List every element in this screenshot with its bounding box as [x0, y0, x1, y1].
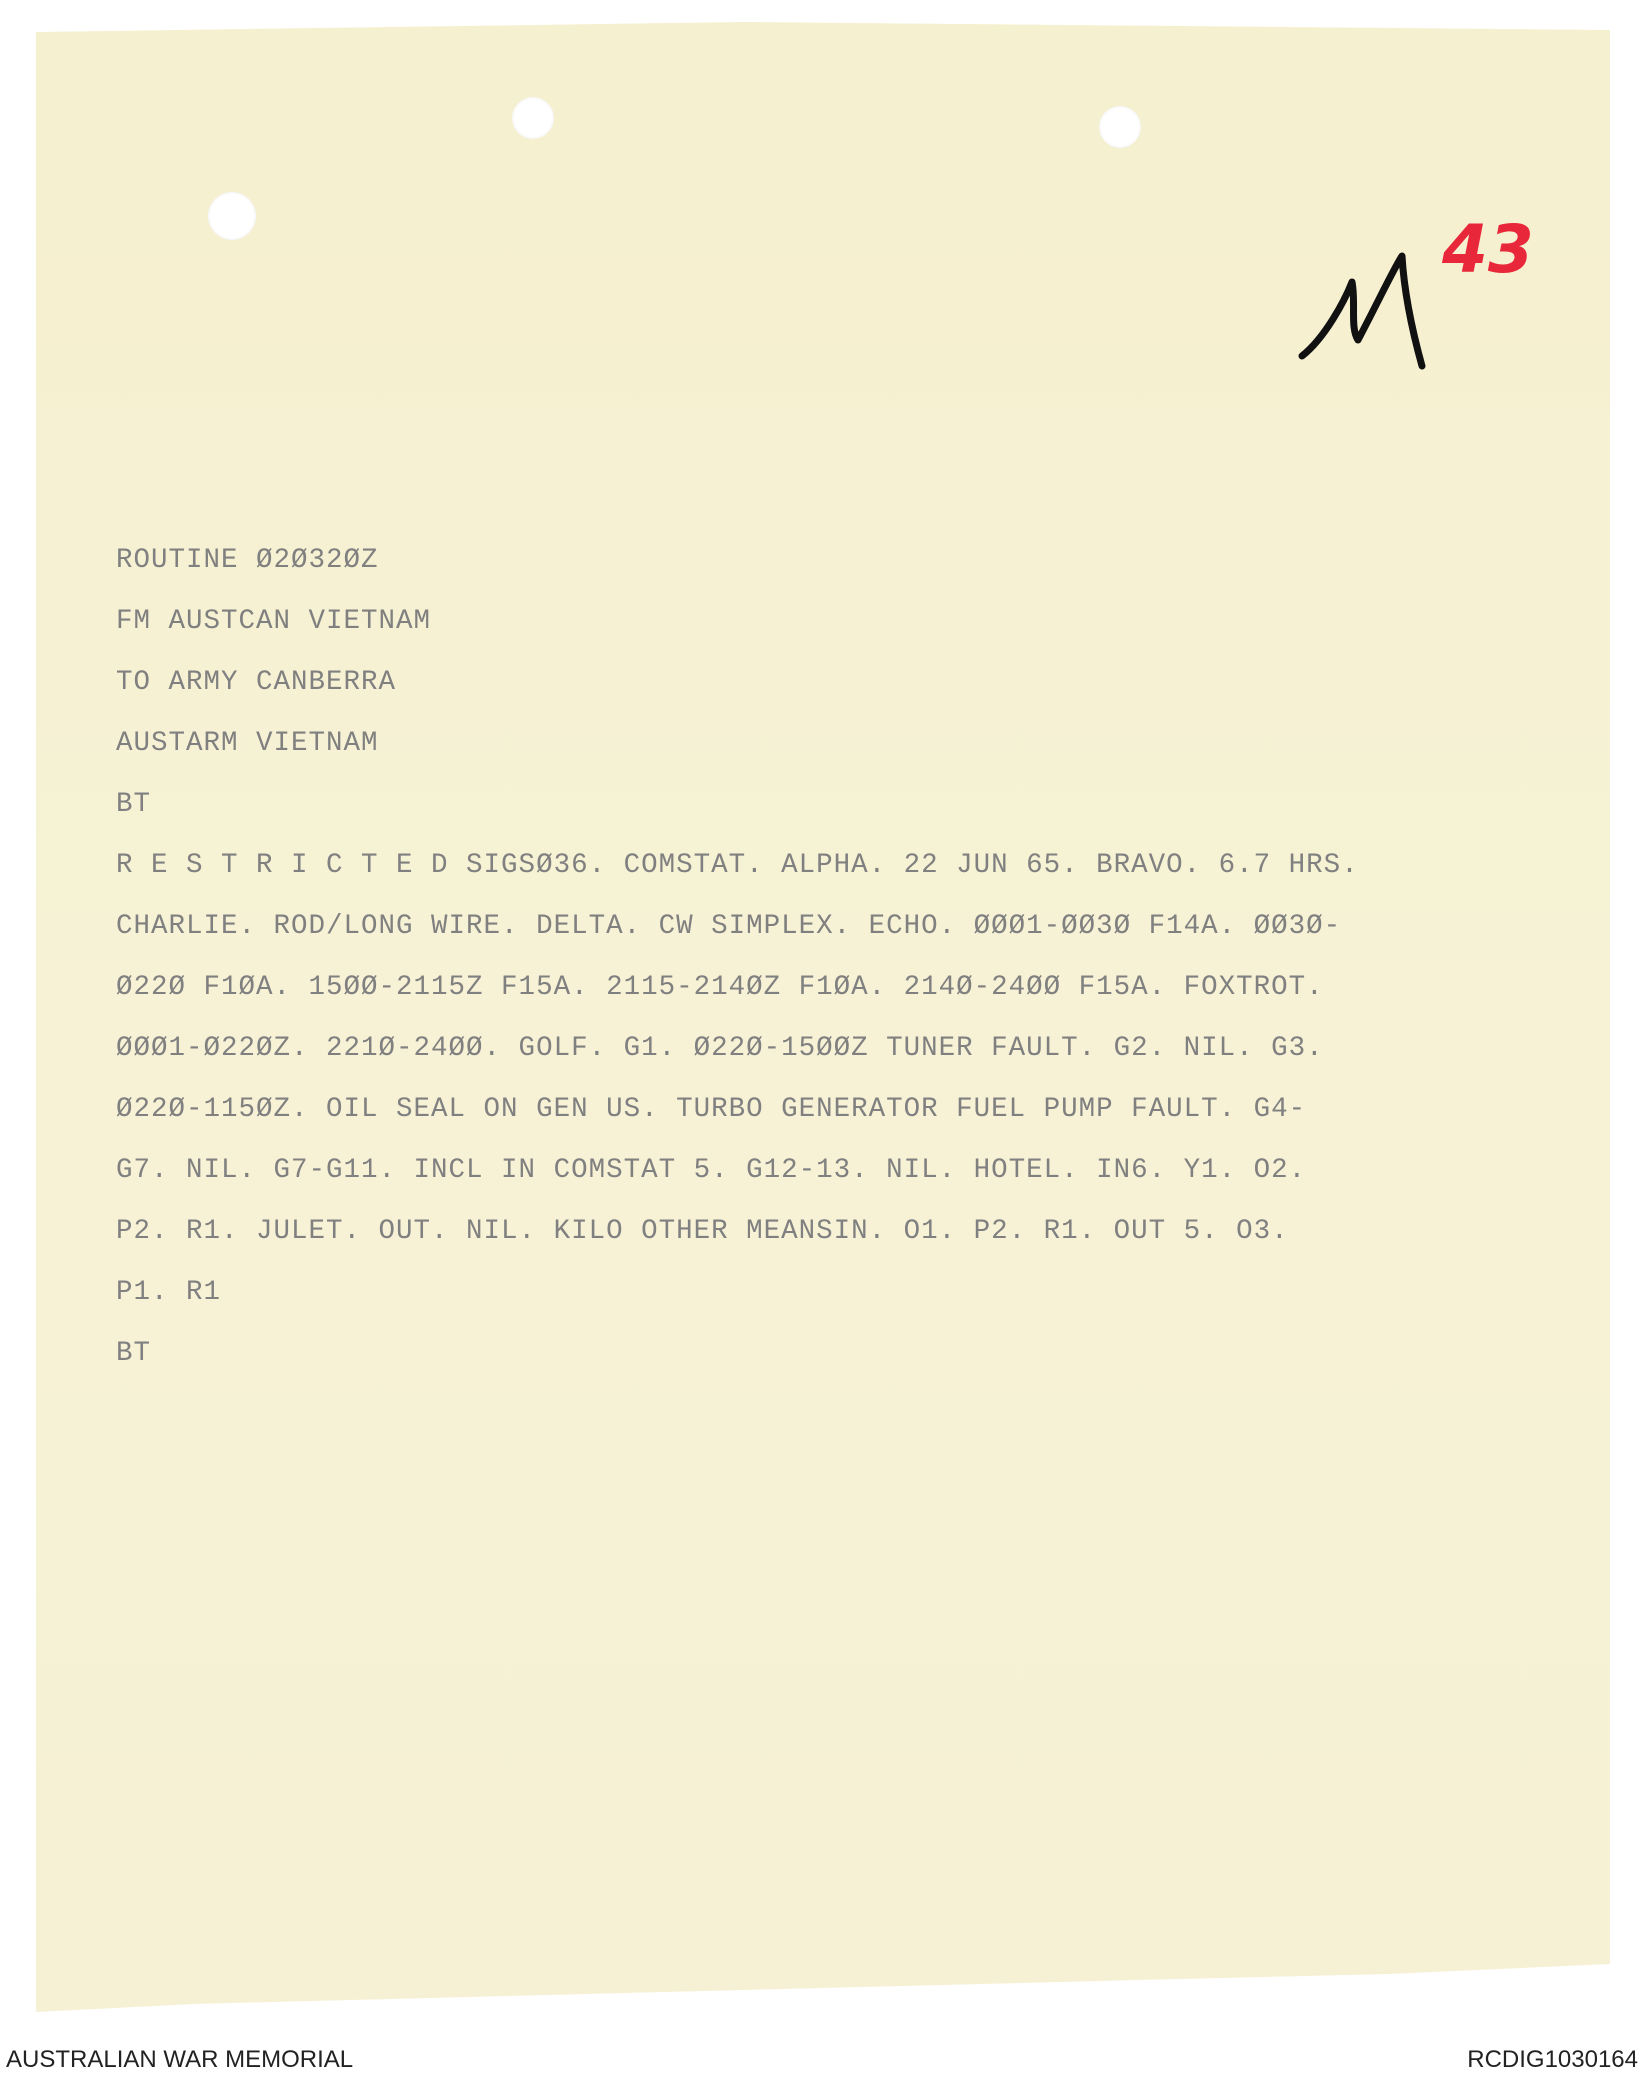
handwritten-annotations: [1290, 190, 1570, 380]
archive-credit: AUSTRALIAN WAR MEMORIAL: [6, 2046, 354, 2073]
punch-hole: [1099, 106, 1141, 148]
punch-hole: [208, 192, 256, 240]
archive-reference-id: RCDIG1030164: [1467, 2046, 1638, 2073]
message-line-from: FM AUSTCAN VIETNAM: [116, 606, 432, 637]
message-line-info: AUSTARM VIETNAM: [116, 728, 379, 759]
punch-hole: [512, 97, 554, 139]
message-line-to: TO ARMY CANBERRA: [116, 667, 397, 698]
message-body-line: P1. R1: [116, 1277, 222, 1308]
folio-number: 43: [1442, 211, 1534, 288]
message-body-line: Ø22Ø F1ØA. 15ØØ-2115Z F15A. 2115-214ØZ F1ØA. 214Ø-24ØØ F15A. FOXTROT.: [116, 972, 1324, 1003]
message-line-break: BT: [116, 789, 152, 820]
message-body-line: P2. R1. JULET. OUT. NIL. KILO OTHER MEANSIN. O1. P2. R1. OUT 5. O3.: [116, 1216, 1289, 1247]
message-body-line: R E S T R I C T E D SIGSØ36. COMSTAT. ALPHA. 22 JUN 65. BRAVO. 6.7 HRS.: [116, 850, 1359, 881]
message-body-line: Ø22Ø-115ØZ. OIL SEAL ON GEN US. TURBO GENERATOR FUEL PUMP FAULT. G4-: [116, 1094, 1307, 1125]
message-line-precedence: ROUTINE Ø2Ø32ØZ: [116, 545, 379, 576]
message-body-line: ØØØ1-Ø22ØZ. 221Ø-24ØØ. GOLF. G1. Ø22Ø-15ØØZ TUNER FAULT. G2. NIL. G3.: [116, 1033, 1324, 1064]
message-body-line: CHARLIE. ROD/LONG WIRE. DELTA. CW SIMPLEX. ECHO. ØØØ1-ØØ3Ø F14A. ØØ3Ø-: [116, 911, 1342, 942]
handwritten-signature-mark: [1302, 256, 1422, 366]
message-body-line: G7. NIL. G7-G11. INCL IN COMSTAT 5. G12-13. NIL. HOTEL. IN6. Y1. O2.: [116, 1155, 1307, 1186]
message-line-break: BT: [116, 1338, 152, 1369]
telex-message: [116, 530, 1536, 1384]
